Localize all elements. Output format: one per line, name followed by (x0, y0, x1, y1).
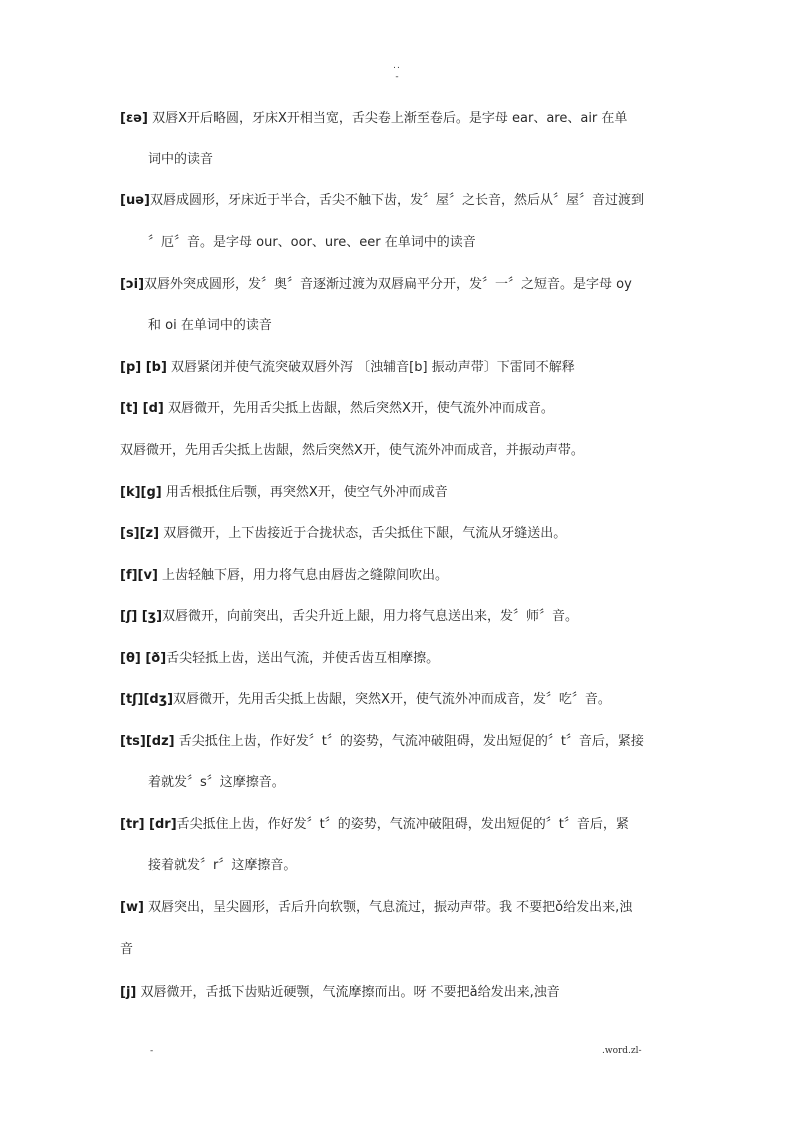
text-line (120, 526, 566, 542)
header-dash: - (395, 72, 399, 82)
phonetic-symbol: [tʃ][dʒ] (120, 692, 174, 707)
phonetic-symbol: [ts][dz] (120, 734, 175, 749)
text-line (120, 485, 448, 501)
footer-right-mark: .word.zl- (602, 1046, 642, 1056)
text-line (148, 858, 296, 874)
phonetic-symbol: [k][g] (120, 485, 162, 500)
text-line (120, 985, 560, 1001)
text-line (120, 942, 133, 958)
text-line (120, 609, 578, 625)
text-line (120, 277, 632, 293)
phonetic-symbol: [θ] [ð] (120, 651, 167, 666)
text-line (120, 111, 627, 127)
text-line (148, 235, 476, 251)
text-line (120, 651, 439, 667)
text-line (120, 692, 611, 708)
line-text: 接着就发〞r〞这摩擦音。 (148, 858, 297, 873)
line-text: 双唇微开，先用舌尖抵上齿龈，然后突然Ⅹ开，使气流外冲而成音，并振动声带。 (120, 443, 584, 458)
phonetic-symbol: [εə] (120, 111, 148, 126)
text-line (120, 193, 644, 209)
phonetic-symbol: [tr] [dr] (120, 817, 177, 832)
phonetic-symbol: [j] (120, 985, 137, 1000)
line-text: 舌尖抵住上齿，作好发〞t〞的姿势，气流冲破阻碍，发出短促的〞t〞音后，紧 (176, 817, 629, 832)
line-text: 双唇微开，向前突出，舌尖升近上龈，用力将气息送出来，发〞师〞音。 (162, 609, 579, 624)
text-line (148, 775, 285, 791)
text-line (120, 568, 448, 584)
line-text: 上齿轻触下唇，用力将气息由唇齿之缝隙间吹出。 (157, 568, 449, 583)
text-line (120, 817, 629, 833)
line-text: 舌尖轻抵上齿，送出气流，并使舌齿互相摩擦。 (166, 651, 440, 666)
text-line (120, 401, 554, 417)
phonetic-symbol: [s][z] (120, 526, 160, 541)
line-text: 词中的读音 (148, 152, 214, 167)
footer-left-mark: - (150, 1046, 154, 1056)
line-text: 双唇微开，先用舌尖抵上齿龈，然后突然Ⅹ开，使气流外冲而成音。 (163, 401, 554, 416)
phonetic-symbol: [ɔi] (120, 277, 145, 292)
line-text: 用舌根抵住后颚，再突然Ⅹ开，使空气外冲而成音 (161, 485, 448, 500)
line-text: 双唇成圆形，牙床近于半合，舌尖不触下齿，发〞屋〞之长音，然后从〞屋〞音过渡到 (149, 193, 644, 208)
phonetic-symbol: [t] [d] (120, 401, 164, 416)
phonetic-symbol: [p] [b] (120, 360, 167, 375)
phonetic-symbol: [w] (120, 900, 144, 915)
line-text: 双唇Ⅹ开后略圆，牙床Ⅹ开相当宽，舌尖卷上渐至卷后。是字母 ear、are、air 在单 (147, 111, 628, 126)
text-line (120, 443, 584, 459)
line-text: 着就发〞s〞这摩擦音。 (148, 775, 285, 790)
line-text: 双唇外突成圆形，发〞奥〞音逐渐过渡为双唇扁平分开，发〞一〞之短音。是字母 oy (144, 277, 632, 292)
text-line (148, 318, 272, 334)
line-text: 双唇微开，舌抵下齿贴近硬颚，气流摩擦而出。呀 不要把ǎ给发出来,浊音 (136, 985, 560, 1000)
text-line (120, 360, 575, 376)
phonetic-symbol: [uə] (120, 193, 150, 208)
line-text: 舌尖抵住上齿，作好发〞t〞的姿势，气流冲破阻碍，发出短促的〞t〞音后，紧接 (174, 734, 644, 749)
text-line (148, 152, 213, 168)
text-line (120, 900, 632, 916)
line-text: 双唇紧闭并使气流突破双唇外泻 〔浊辅音[b] 振动声带〕下雷同不解释 (166, 360, 575, 375)
line-text: 音 (120, 942, 134, 957)
phonetic-symbol: [f][v] (120, 568, 158, 583)
line-text: 双唇微开，上下齿接近于合拢状态，舌尖抵住下龈，气流从牙缝送出。 (159, 526, 567, 541)
text-line (120, 734, 644, 750)
line-text: 双唇突出，呈尖圆形，舌后升向软颚，气息流过，振动声带。我 不要把ǒ给发出来,浊 (143, 900, 633, 915)
line-text: 〞厄〞音。是字母 our、oor、ure、eer 在单词中的读音 (148, 235, 476, 250)
line-text: 和 oi 在单词中的读音 (148, 318, 272, 333)
line-text: 双唇微开，先用舌尖抵上齿龈，突然Ⅹ开，使气流外冲而成音，发〞吃〞音。 (173, 692, 611, 707)
phonetic-symbol: [ʃ] [ʒ] (120, 609, 163, 624)
header-mark: .. (393, 61, 401, 71)
